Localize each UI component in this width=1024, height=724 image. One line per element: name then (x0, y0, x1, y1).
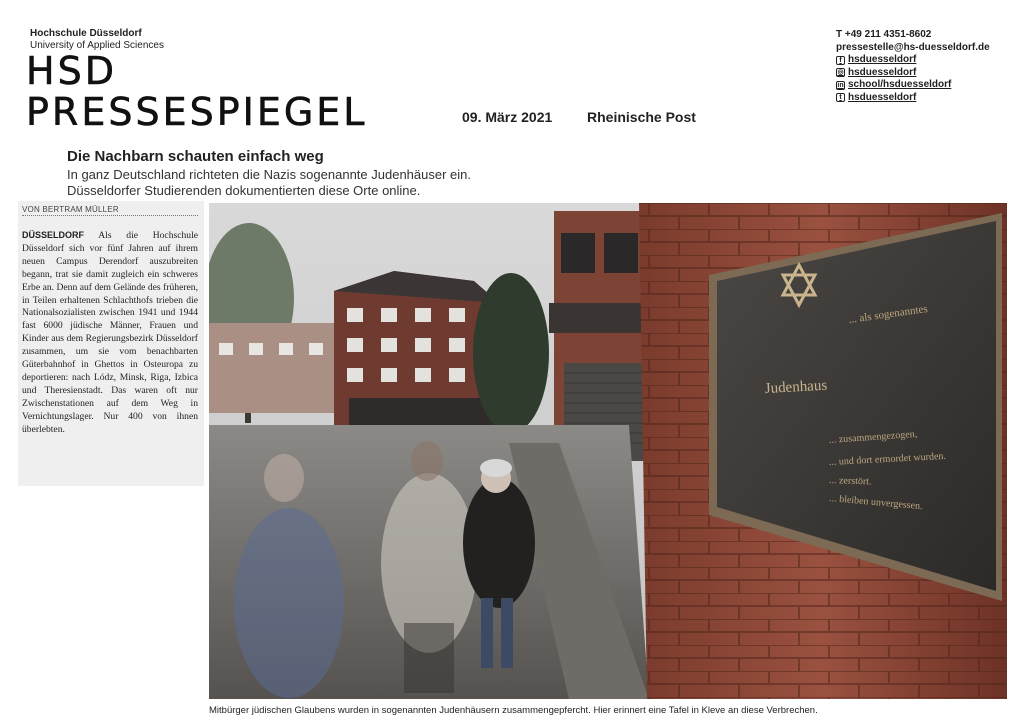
article-headline: Die Nachbarn schauten einfach weg (67, 148, 324, 165)
issue-source: Rheinische Post (587, 109, 696, 125)
logo-pressespiegel: PRESSESPIEGEL (26, 90, 368, 134)
social-twitter[interactable] (836, 92, 990, 105)
social-facebook[interactable] (836, 54, 990, 67)
article-subhead-line1: In ganz Deutschland richteten die Nazis sogenannte Judenhäuser ein. (67, 167, 471, 182)
plaque-title: Judenhaus (764, 377, 828, 397)
plaque-text-top: ... als sogenanntes (847, 302, 929, 326)
contact-phone: T +49 211 4351-8602 (836, 29, 932, 40)
social-linkedin[interactable] (836, 79, 990, 92)
contact-email[interactable]: pressestelle@hs-duesseldorf.de (836, 41, 990, 53)
issue-date: 09. März 2021 (462, 109, 553, 125)
linkedin-icon: in (837, 81, 844, 89)
social-instagram[interactable] (836, 67, 990, 80)
institution-subtitle: University of Applied Sciences (30, 40, 164, 51)
plaque-line-1: ... zusammengezogen, (828, 428, 918, 446)
social-instagram-label[interactable]: hsduesseldorf (848, 66, 917, 78)
twitter-icon: t (836, 93, 845, 102)
article-subhead-line2: Düsseldorfer Studierenden dokumentierten diese Orte online. (67, 183, 421, 198)
facebook-icon: f (836, 56, 845, 65)
contact-block (836, 29, 990, 104)
article-byline: VON BERTRAM MÜLLER (22, 205, 119, 214)
logo-hsd: HSD (26, 49, 117, 93)
article-subhead (67, 167, 471, 199)
plaque-line-2: ... und dort ermordet wurden. (828, 450, 947, 468)
instagram-icon: ◎ (837, 69, 844, 77)
plaque-line-3: ... zerstört. (828, 475, 872, 488)
article-body-text: Als die Hochschule Düsseldorf sich vor fünf Jahren auf ihrem neuen Campus Derendorf auszubreiten begann, trat sie damit zugleich ein schweres Erbe an. Denn auf dem Gelände des früheren, in Teilen erhaltenen Schlachthofs trieben die Nationalsozialisten zwischen 1941 und 1944 fast 6000 jüdische Männer, Frauen und Kinder aus dem Regierungsbezirk Düsseldorf zusammen, um sie vom benachbarten Güterbahnhof in Ghettos in Osteuropa zu deportieren: nach Lódz, Minsk, Riga, Izbica und Theresienstadt. Das waren oft nur Zwischenstationen auf dem Weg in Vernichtungslager. Nur 400 von ihnen überlebten. (22, 230, 198, 435)
plaque-line-4: ... bleiben unvergessen. (828, 493, 924, 513)
photo-caption: Mitbürger jüdischen Glaubens wurden in sogenannten Judenhäusern zusammengepfercht. Hier erinnert eine Tafel in Kleve an diese Verbrechen. (209, 705, 818, 716)
article-body (22, 229, 198, 437)
institution-name: Hochschule Düsseldorf (30, 28, 142, 39)
article-dateline: DÜSSELDORF (22, 230, 85, 240)
article-photo (209, 203, 1007, 699)
social-linkedin-label[interactable]: school/hsduesseldorf (848, 79, 952, 90)
social-twitter-label[interactable]: hsduesseldorf (848, 91, 917, 103)
social-facebook-label[interactable]: hsduesseldorf (848, 54, 917, 65)
byline-divider (22, 215, 198, 216)
